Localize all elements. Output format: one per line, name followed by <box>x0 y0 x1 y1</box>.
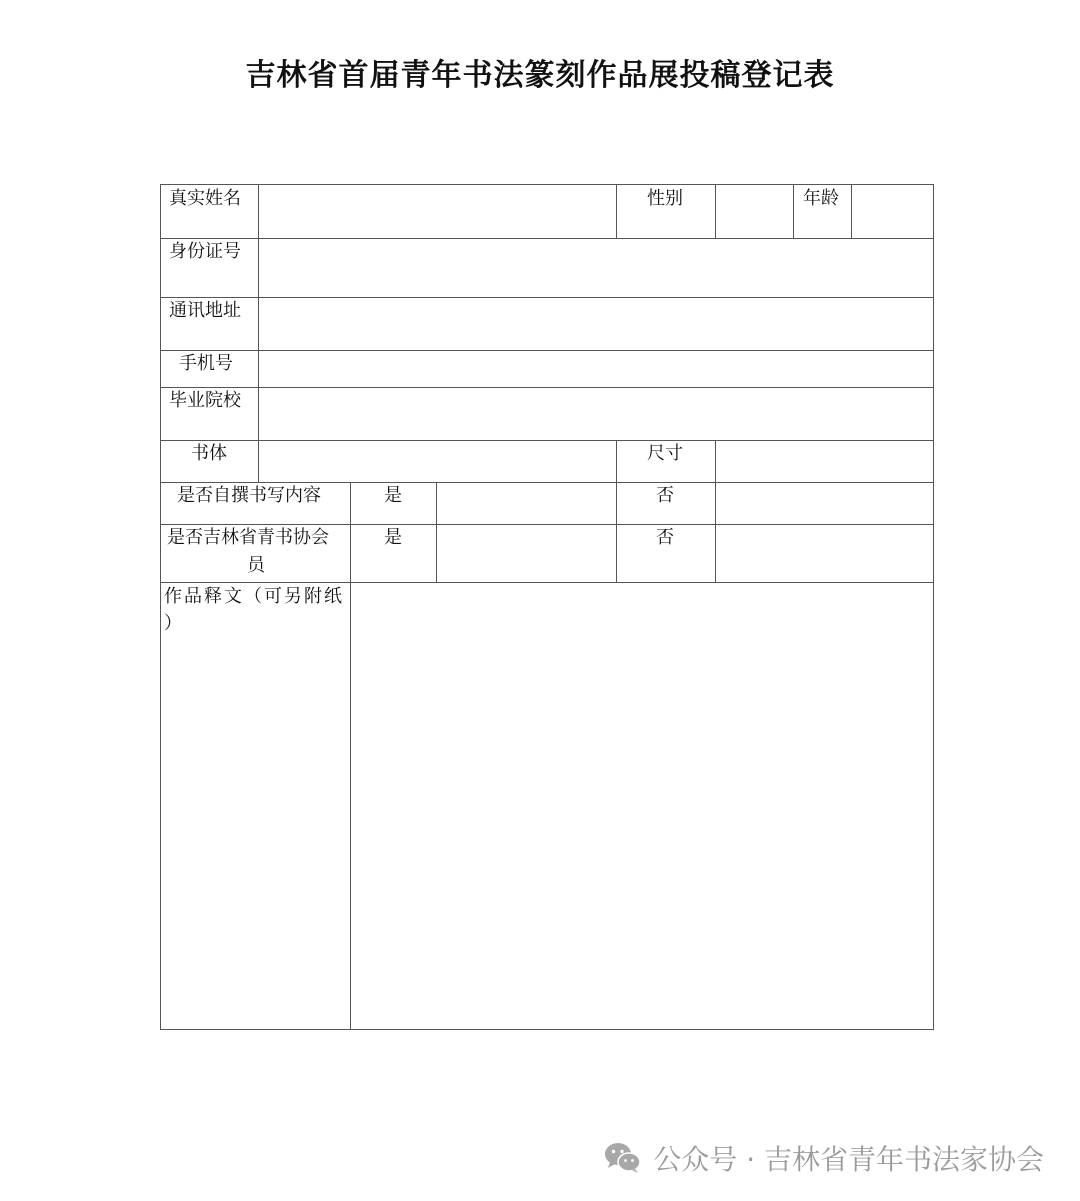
calligraphy-style-field[interactable] <box>260 441 615 481</box>
column-divider <box>258 185 259 483</box>
id-number-label: 身份证号 <box>169 241 241 262</box>
watermark <box>603 1138 1044 1178</box>
name-field[interactable] <box>260 186 615 237</box>
transcript-field[interactable] <box>352 584 932 1028</box>
id-number-field[interactable] <box>260 239 932 296</box>
address-field[interactable] <box>260 298 932 349</box>
page-title: 吉林省首届青年书法篆刻作品展投稿登记表 <box>245 58 835 93</box>
column-divider <box>851 185 852 239</box>
wechat-icon <box>603 1141 643 1175</box>
self-written-no-field[interactable] <box>717 483 932 523</box>
school-field[interactable] <box>260 388 932 439</box>
self-written-label: 是否自撰书写内容 <box>177 485 321 506</box>
age-field[interactable] <box>853 186 932 237</box>
calligraphy-style-label: 书体 <box>191 443 227 464</box>
phone-label: 手机号 <box>179 353 233 374</box>
self-written-yes-label: 是 <box>384 485 402 506</box>
school-label: 毕业院校 <box>169 390 241 411</box>
member-label-wrap: 员 <box>247 555 265 576</box>
column-divider <box>616 440 617 583</box>
member-no-label: 否 <box>656 527 674 548</box>
column-divider <box>616 185 617 239</box>
column-divider <box>436 482 437 583</box>
address-label: 通讯地址 <box>169 300 241 321</box>
registration-form <box>160 184 934 1030</box>
transcript-label-wrap: ） <box>164 613 182 634</box>
column-divider <box>715 185 716 239</box>
self-written-yes-field[interactable] <box>438 483 615 523</box>
gender-label: 性别 <box>647 188 683 209</box>
gender-field[interactable] <box>717 186 792 237</box>
member-yes-label: 是 <box>384 527 402 548</box>
self-written-no-label: 否 <box>656 485 674 506</box>
member-yes-field[interactable] <box>438 525 615 581</box>
phone-field[interactable] <box>260 351 932 386</box>
column-divider <box>793 185 794 239</box>
column-divider <box>350 482 351 1030</box>
row-divider <box>161 582 933 583</box>
name-label: 真实姓名 <box>169 188 241 209</box>
size-field[interactable] <box>717 441 932 481</box>
size-label: 尺寸 <box>647 443 683 464</box>
age-label: 年龄 <box>803 188 839 209</box>
watermark-text: 公众号 · 吉林省青年书法家协会 <box>653 1143 1044 1176</box>
member-no-field[interactable] <box>717 525 932 581</box>
transcript-label: 作品释文（可另附纸 <box>164 586 344 607</box>
member-label: 是否吉林省青书协会 <box>167 527 329 548</box>
column-divider <box>715 440 716 583</box>
